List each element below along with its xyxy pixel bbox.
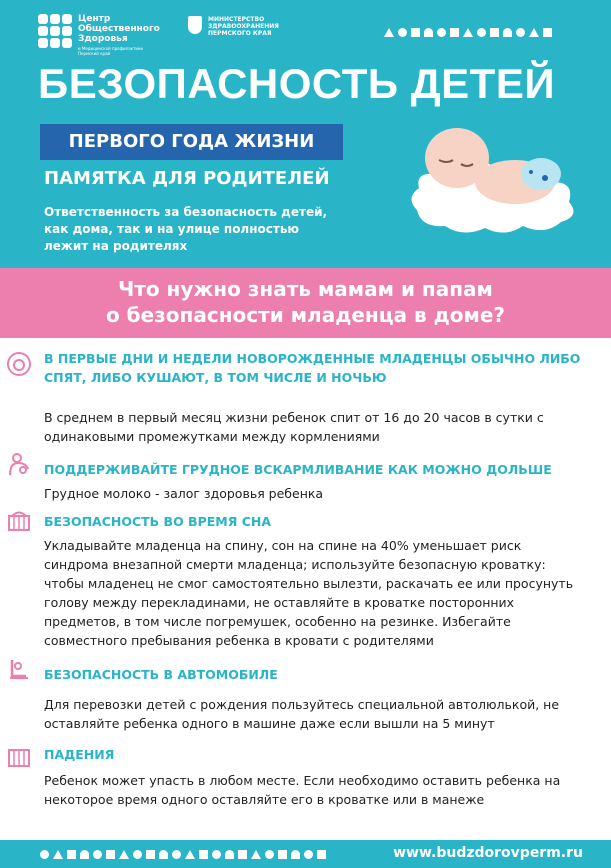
- playpen-icon: [6, 744, 32, 770]
- crest-icon: [188, 16, 202, 34]
- public-health-center-logo: [38, 14, 162, 56]
- question-line-2: о безопасности младенца в доме?: [105, 303, 506, 327]
- dots-logo-icon: [38, 14, 72, 48]
- memo-label: ПАМЯТКА ДЛЯ РОДИТЕЛЕЙ: [44, 168, 330, 189]
- section-title-falls: ПАДЕНИЯ: [44, 747, 115, 762]
- page-subtitle: ПЕРВОГО ГОДА ЖИЗНИ: [40, 124, 343, 160]
- baby-head-icon: [6, 351, 32, 377]
- section-title-car-safety: БЕЗОПАСНОСТЬ В АВТОМОБИЛЕ: [44, 667, 278, 682]
- logo-center-name: Центр Общественного Здоровья: [78, 14, 160, 44]
- ministry-name: МИНИСТЕРСТВО ЗДРАВООХРАНЕНИЯ ПЕРМСКОГО КРАЯ: [208, 16, 279, 37]
- crib-icon: [6, 508, 32, 534]
- section-text-falls: Ребенок может упасть в любом месте. Если необходимо оставить ребенка на некоторое время одного оставляйте его в кроватке или в манеже: [44, 773, 561, 807]
- logo-center-subtitle: и Медицинской профилактики Пермский край: [78, 46, 144, 56]
- sleeping-baby-on-cloud-icon: [405, 118, 583, 238]
- section-title-sleep-eat: В ПЕРВЫЕ ДНИ И НЕДЕЛИ НОВОРОЖДЕННЫЕ МЛАДЕНЦЫ ОБЫЧНО ЛИБО СПЯТ, ЛИБО КУШАЮТ, В ТОМ ЧИСЛЕ И НОЧЬЮ: [44, 351, 581, 385]
- section-text-breastfeeding: Грудное молоко - залог здоровья ребенка: [44, 486, 324, 501]
- page-title: БЕЗОПАСНОСТЬ ДЕТЕЙ: [38, 60, 556, 107]
- intro-text: Ответственность за безопасность детей, как дома, так и на улице полностью лежит на родителях: [44, 205, 328, 253]
- section-text-sleep-safety: Укладывайте младенца на спину, сон на спине на 40% уменьшает риск синдрома внезапной смерти младенца; используйте безопасную кроватку: чтобы младенец не смог самостоятельно вылезти, раскачать ее или просунуть голову между перекладинами, не оставляйте в кроватке посторонних предметов, в том числе погремушек, особенно на резинке. Избегайте совместного пребывания ребенка в кровати с родителями: [44, 538, 574, 648]
- section-title-sleep-safety: БЕЗОПАСНОСТЬ ВО ВРЕМЯ СНА: [44, 514, 272, 529]
- section-text-sleep-eat: В среднем в первый месяц жизни ребенок спит от 16 до 20 часов в сутки с одинаковыми промежутками между кормлениями: [44, 410, 544, 444]
- question-banner: [0, 268, 611, 338]
- website-link[interactable]: www.budzdorovperm.ru: [393, 845, 583, 861]
- decorative-shapes-top: [384, 28, 552, 37]
- ministry-logo: [188, 16, 280, 37]
- breastfeeding-icon: [6, 451, 32, 477]
- decorative-shapes-bottom: [40, 850, 326, 859]
- footer-bar: [0, 840, 611, 868]
- section-title-breastfeeding: ПОДДЕРЖИВАЙТЕ ГРУДНОЕ ВСКАРМЛИВАНИЕ КАК МОЖНО ДОЛЬШЕ: [44, 462, 552, 477]
- car-seat-icon: [6, 656, 32, 682]
- section-text-car-safety: Для перевозки детей с рождения пользуйтесь специальной автолюлькой, не оставляйте ребенка одного в машине даже если вышли на 5 минут: [44, 697, 560, 731]
- question-line-1: Что нужно знать мамам и папам: [118, 277, 493, 301]
- header-banner: [0, 0, 611, 268]
